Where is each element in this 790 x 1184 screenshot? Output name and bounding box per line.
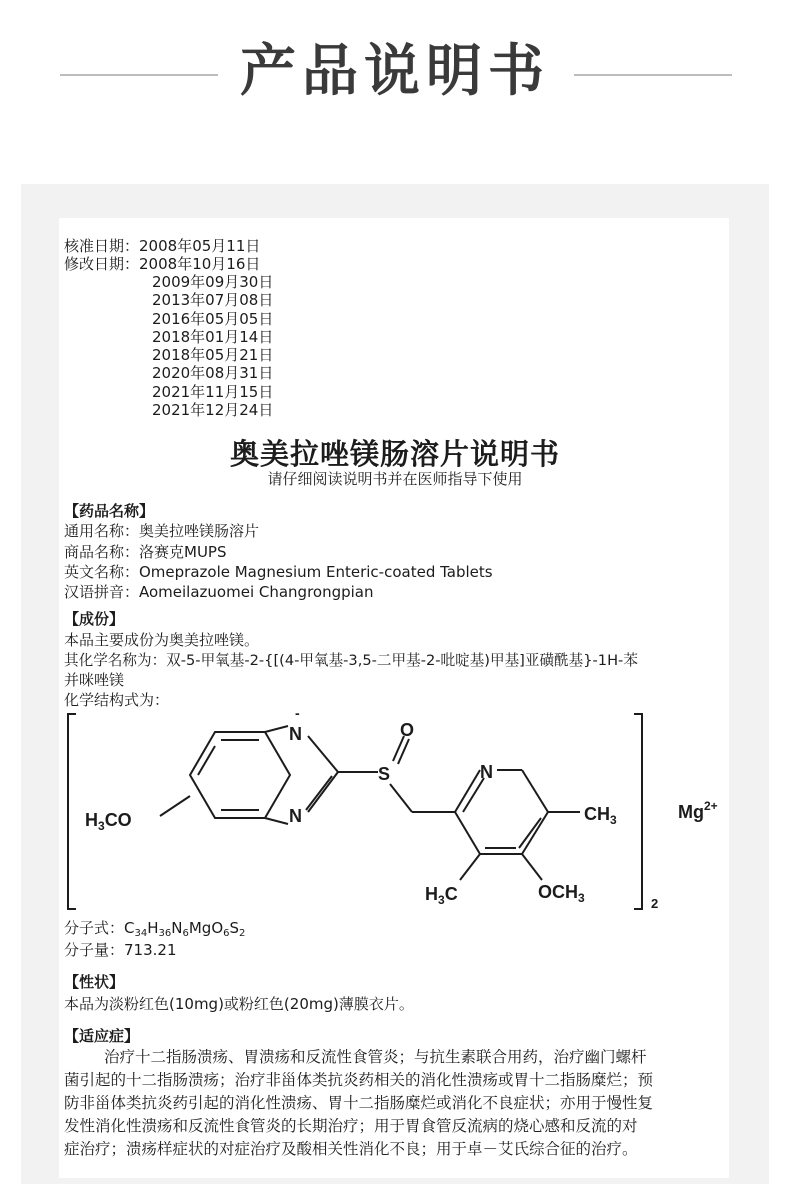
indications-line: 治疗十二指肠溃疡、胃溃疡和反流性食管炎；与抗生素联合用药，治疗幽门螺杆	[104, 1048, 647, 1066]
structure-caption: 化学结构式为：	[64, 691, 170, 709]
header-rule-right	[574, 74, 732, 76]
revise-date: 2020年08月31日	[152, 364, 274, 382]
formula-label: 分子式：	[64, 919, 125, 937]
formula-sub: 34	[134, 928, 148, 939]
section-heading-indications: 【适应症】	[64, 1027, 140, 1045]
revise-label: 修改日期：	[64, 255, 140, 273]
revise-date: 2009年09月30日	[152, 273, 274, 291]
indications-line: 症治疗；溃疡样症状的对症治疗及酸相关性消化不良；用于卓－艾氏综合征的治疗。	[64, 1140, 638, 1158]
ion-mg: $Mg^{2+}$	[678, 799, 718, 822]
formula-sub: 36	[158, 928, 172, 939]
formula-part: H	[147, 919, 159, 937]
group-h3co: $H_3CO$	[85, 810, 132, 833]
indications-line: 发性消化性溃疡和反流性食管炎的长期治疗；用于胃食管反流病的烧心感和反流的对	[64, 1117, 638, 1135]
formula-sub: 6	[182, 928, 189, 939]
section-heading-properties: 【性状】	[64, 973, 125, 991]
atom-n-bottom: N	[289, 806, 302, 826]
approve-date: 2008年05月11日	[139, 237, 261, 255]
indications-line: 防非甾体类抗炎药引起的消化性溃疡、胃十二指肠糜烂或消化不良症状；亦用于慢性复	[64, 1094, 654, 1112]
section-heading-composition: 【成份】	[64, 610, 125, 628]
revise-date: 2021年12月24日	[152, 401, 274, 419]
atom-o: O	[400, 720, 415, 740]
approve-date-row	[64, 237, 260, 255]
chemical-name-line: 并咪唑镁	[64, 671, 125, 689]
atom-n-top: N	[289, 724, 302, 744]
revise-date: 2008年10月16日	[139, 255, 261, 273]
formula-part: MgO	[188, 919, 224, 937]
section-heading-names: 【药品名称】	[64, 502, 155, 520]
composition-line: 本品主要成份为奥美拉唑镁。	[64, 631, 260, 649]
group-ch3-right: $CH_3$	[584, 804, 617, 827]
atom-s: S	[378, 764, 391, 784]
document-subtitle: 请仔细阅读说明书并在医师指导下使用	[267, 470, 523, 488]
group-och3-bottom: $OCH_3$	[538, 882, 585, 905]
generic-name: 通用名称：奥美拉唑镁肠溶片	[64, 522, 260, 540]
charge-minus: -	[295, 708, 300, 721]
pinyin-name: 汉语拼音：Aomeilazuomei Changrongpian	[64, 583, 374, 601]
page-header	[0, 0, 790, 160]
formula-part: C	[124, 919, 135, 937]
molecular-formula	[64, 919, 245, 937]
revise-date: 2013年07月08日	[152, 291, 274, 309]
revise-date: 2018年05月21日	[152, 346, 274, 364]
english-name: 英文名称：Omeprazole Magnesium Enteric-coated Tablets	[64, 563, 493, 581]
atom-n-pyridine: N	[480, 762, 493, 782]
group-h3c-bottom: $H_3C$	[425, 884, 458, 907]
trade-name: 商品名称：洛赛克MUPS	[64, 543, 227, 561]
formula-sub: 6	[223, 928, 230, 939]
chemical-name-line: 其化学名称为：双-5-甲氧基-2-{[(4-甲氧基-3,5-二甲基-2-吡啶基)甲基]亚磺酰基}-1H-苯	[64, 652, 638, 669]
revise-date-row	[64, 255, 260, 273]
revise-date: 2021年11月15日	[152, 383, 274, 401]
properties-text: 本品为淡粉红色(10mg)或粉红色(20mg)薄膜衣片。	[64, 995, 414, 1013]
revise-date: 2016年05月05日	[152, 310, 274, 328]
revise-date: 2018年01月14日	[152, 328, 274, 346]
formula-sub: 2	[239, 928, 246, 939]
header-title: 产品说明书	[240, 39, 550, 104]
formula-part: S	[229, 919, 240, 937]
indications-line: 菌引起的十二指肠溃疡；治疗非甾体类抗炎药相关的消化性溃疡或胃十二指肠糜烂；预	[64, 1071, 654, 1089]
approve-label: 核准日期：	[64, 237, 140, 255]
chemical-structure-diagram	[60, 708, 740, 918]
molecular-weight: 分子量：713.21	[64, 941, 177, 959]
document-title: 奥美拉唑镁肠溶片说明书	[229, 437, 560, 471]
bracket-subscript: 2	[651, 896, 659, 911]
formula-part: N	[171, 919, 183, 937]
